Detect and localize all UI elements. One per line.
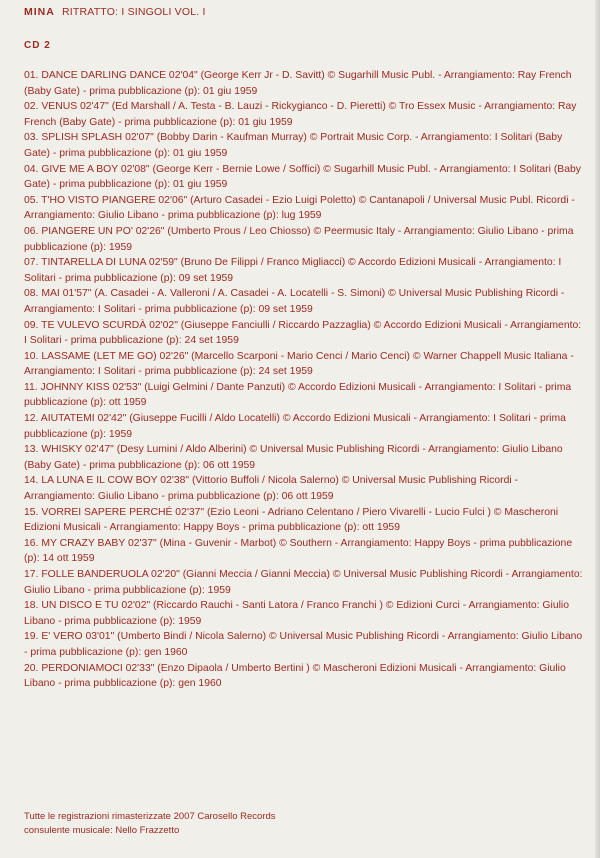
track-item: 08. MAI 01'57" (A. Casadei - A. Valleroni / A. Casadei - A. Locatelli - S. Simoni) © Universal Music Publishing Ricordi - Arrangiamento: I Solitari - prima pubblicazione (p): 09 set 1959 [24,288,565,315]
footer-credits [24,810,276,838]
track-item: 13. WHISKY 02'47" (Desy Lumini / Aldo Alberini) © Universal Music Publishing Ricordi - Arrangiamento: Giulio Libano (Baby Gate) - prima pubblicazione (p): 06 ott 1959 [24,444,563,471]
track-item: 07. TINTARELLA DI LUNA 02'59" (Bruno De Filippi / Franco Migliacci) © Accordo Edizioni Musicali - Arrangiamento: I Solitari - prima pubblicazione (p): 09 set 1959 [24,257,562,284]
track-item: 06. PIANGERE UN PO' 02'26" (Umberto Prous / Leo Chiosso) © Peermusic Italy - Arrangiamento: Giulio Libano - prima pubblicazione (p): 1959 [24,225,574,253]
track-item: 01. DANCE DARLING DANCE 02'04" (George Kerr Jr - D. Savitt) © Sugarhill Music Publ. - Arrangiamento: Ray French (Baby Gate) - prima pubblicazione (p): 01 giu 1959 [24,70,572,97]
track-item: 17. FOLLE BANDERUOLA 02'20" (Gianni Meccia / Gianni Meccia) © Universal Music Publishing Ricordi - Arrangiamento: Giulio Libano - prima pubblicazione (p): 1959 [24,569,583,596]
track-item: 14. LA LUNA E IL COW BOY 02'38" (Vittorio Buffoli / Nicola Salerno) © Universal Music Publishing Ricordi - Arrangiamento: Giulio Libano - prima pubblicazione (p): 06 ott 1959 [24,475,519,503]
track-item: 05. T'HO VISTO PIANGERE 02'06" (Arturo Casadei - Ezio Luigi Poletto) © Cantanapoli / Universal Music Publ. Ricordi - Arrangiamento: Giulio Libano - prima pubblicazione (p): lug 1959 [24,194,575,222]
artist-name: MINA [24,6,55,18]
track-item: 11. JOHNNY KISS 02'53" (Luigi Gelmini / Dante Panzuti) © Accordo Edizioni Musicali - Arrangiamento: I Solitari - prima pubblicazione (p): ott 1959 [24,381,572,409]
track-item: 20. PERDONIAMOCI 02'33" (Enzo Dipaola / Umberto Bertini ) © Mascheroni Edizioni Musicali - Arrangiamento: Giulio Libano - prima pubblicazione (p): gen 1960 [24,662,566,690]
track-item: 09. TE VULEVO SCURDÀ 02'02" (Giuseppe Fanciulli / Riccardo Pazzaglia) © Accordo Edizioni Musicali - Arrangiamento: I Solitari - prima pubblicazione (p): 24 set 1959 [24,319,582,347]
track-item: 12. AIUTATEMI 02'42" (Giuseppe Fucilli / Aldo Locatelli) © Accordo Edizioni Musicali - Arrangiamento: I Solitari - prima pubblicazione (p): 1959 [24,413,566,440]
cd-label: CD 2 [24,40,51,51]
footer-consultant: consulente musicale: Nello Frazzetto [24,825,180,836]
footer-remaster-note: Tutte le registrazioni rimasterizzate 2007 Carosello Records [24,811,276,822]
page-edge-shadow [595,0,600,858]
header [24,6,206,18]
track-item: 16. MY CRAZY BABY 02'37" (Mina - Guvenir - Marbot) © Southern - Arrangiamento: Happy Boys - prima pubblicazione (p): 14 ott 1959 [24,537,573,565]
album-title: RITRATTO: I SINGOLI VOL. I [61,6,206,18]
track-item: 15. VORREI SAPERE PERCHÉ 02'37" (Ezio Leoni - Adriano Celentano / Piero Vivarelli - Lucio Fulci ) © Mascheroni Edizioni Musicali - Arrangiamento: Happy Boys - prima pubblicazione (p): ott 1959 [24,506,559,534]
track-item: 10. LASSAME (LET ME GO) 02'26" (Marcello Scarponi - Mario Cenci / Mario Cenci) © Warner Chappell Music Italiana - Arrangiamento: I Solitari - prima pubblicazione (p): 24 set 1959 [24,350,574,378]
track-item: 02. VENUS 02'47" (Ed Marshall / A. Testa - B. Lauzi - Rickygianco - D. Pieretti) © Tro Essex Music - Arrangiamento: Ray French (Baby Gate) - prima pubblicazione (p): 01 giu 1959 [24,101,577,128]
track-item: 04. GIVE ME A BOY 02'08" (George Kerr - Bernie Lowe / Soffici) © Sugarhill Music Publ. - Arrangiamento: I Solitari (Baby Gate) - prima pubblicazione (p): 01 giu 1959 [24,163,581,191]
track-item: 03. SPLISH SPLASH 02'07" (Bobby Darin - Kaufman Murray) © Portrait Music Corp. - Arrangiamento: I Solitari (Baby Gate) - prima pubblicazione (p): 01 giu 1959 [24,132,563,159]
track-list [24,68,584,692]
track-item: 19. E' VERO 03'01" (Umberto Bindi / Nicola Salerno) © Universal Music Publishing Ricordi - Arrangiamento: Giulio Libano - prima pubblicazione (p): gen 1960 [24,631,583,658]
track-item: 18. UN DISCO E TU 02'02" (Riccardo Rauchi - Santi Latora / Franco Franchi ) © Edizioni Curci - Arrangiamento: Giulio Libano - prima pubblicazione (p): 1959 [24,600,570,627]
